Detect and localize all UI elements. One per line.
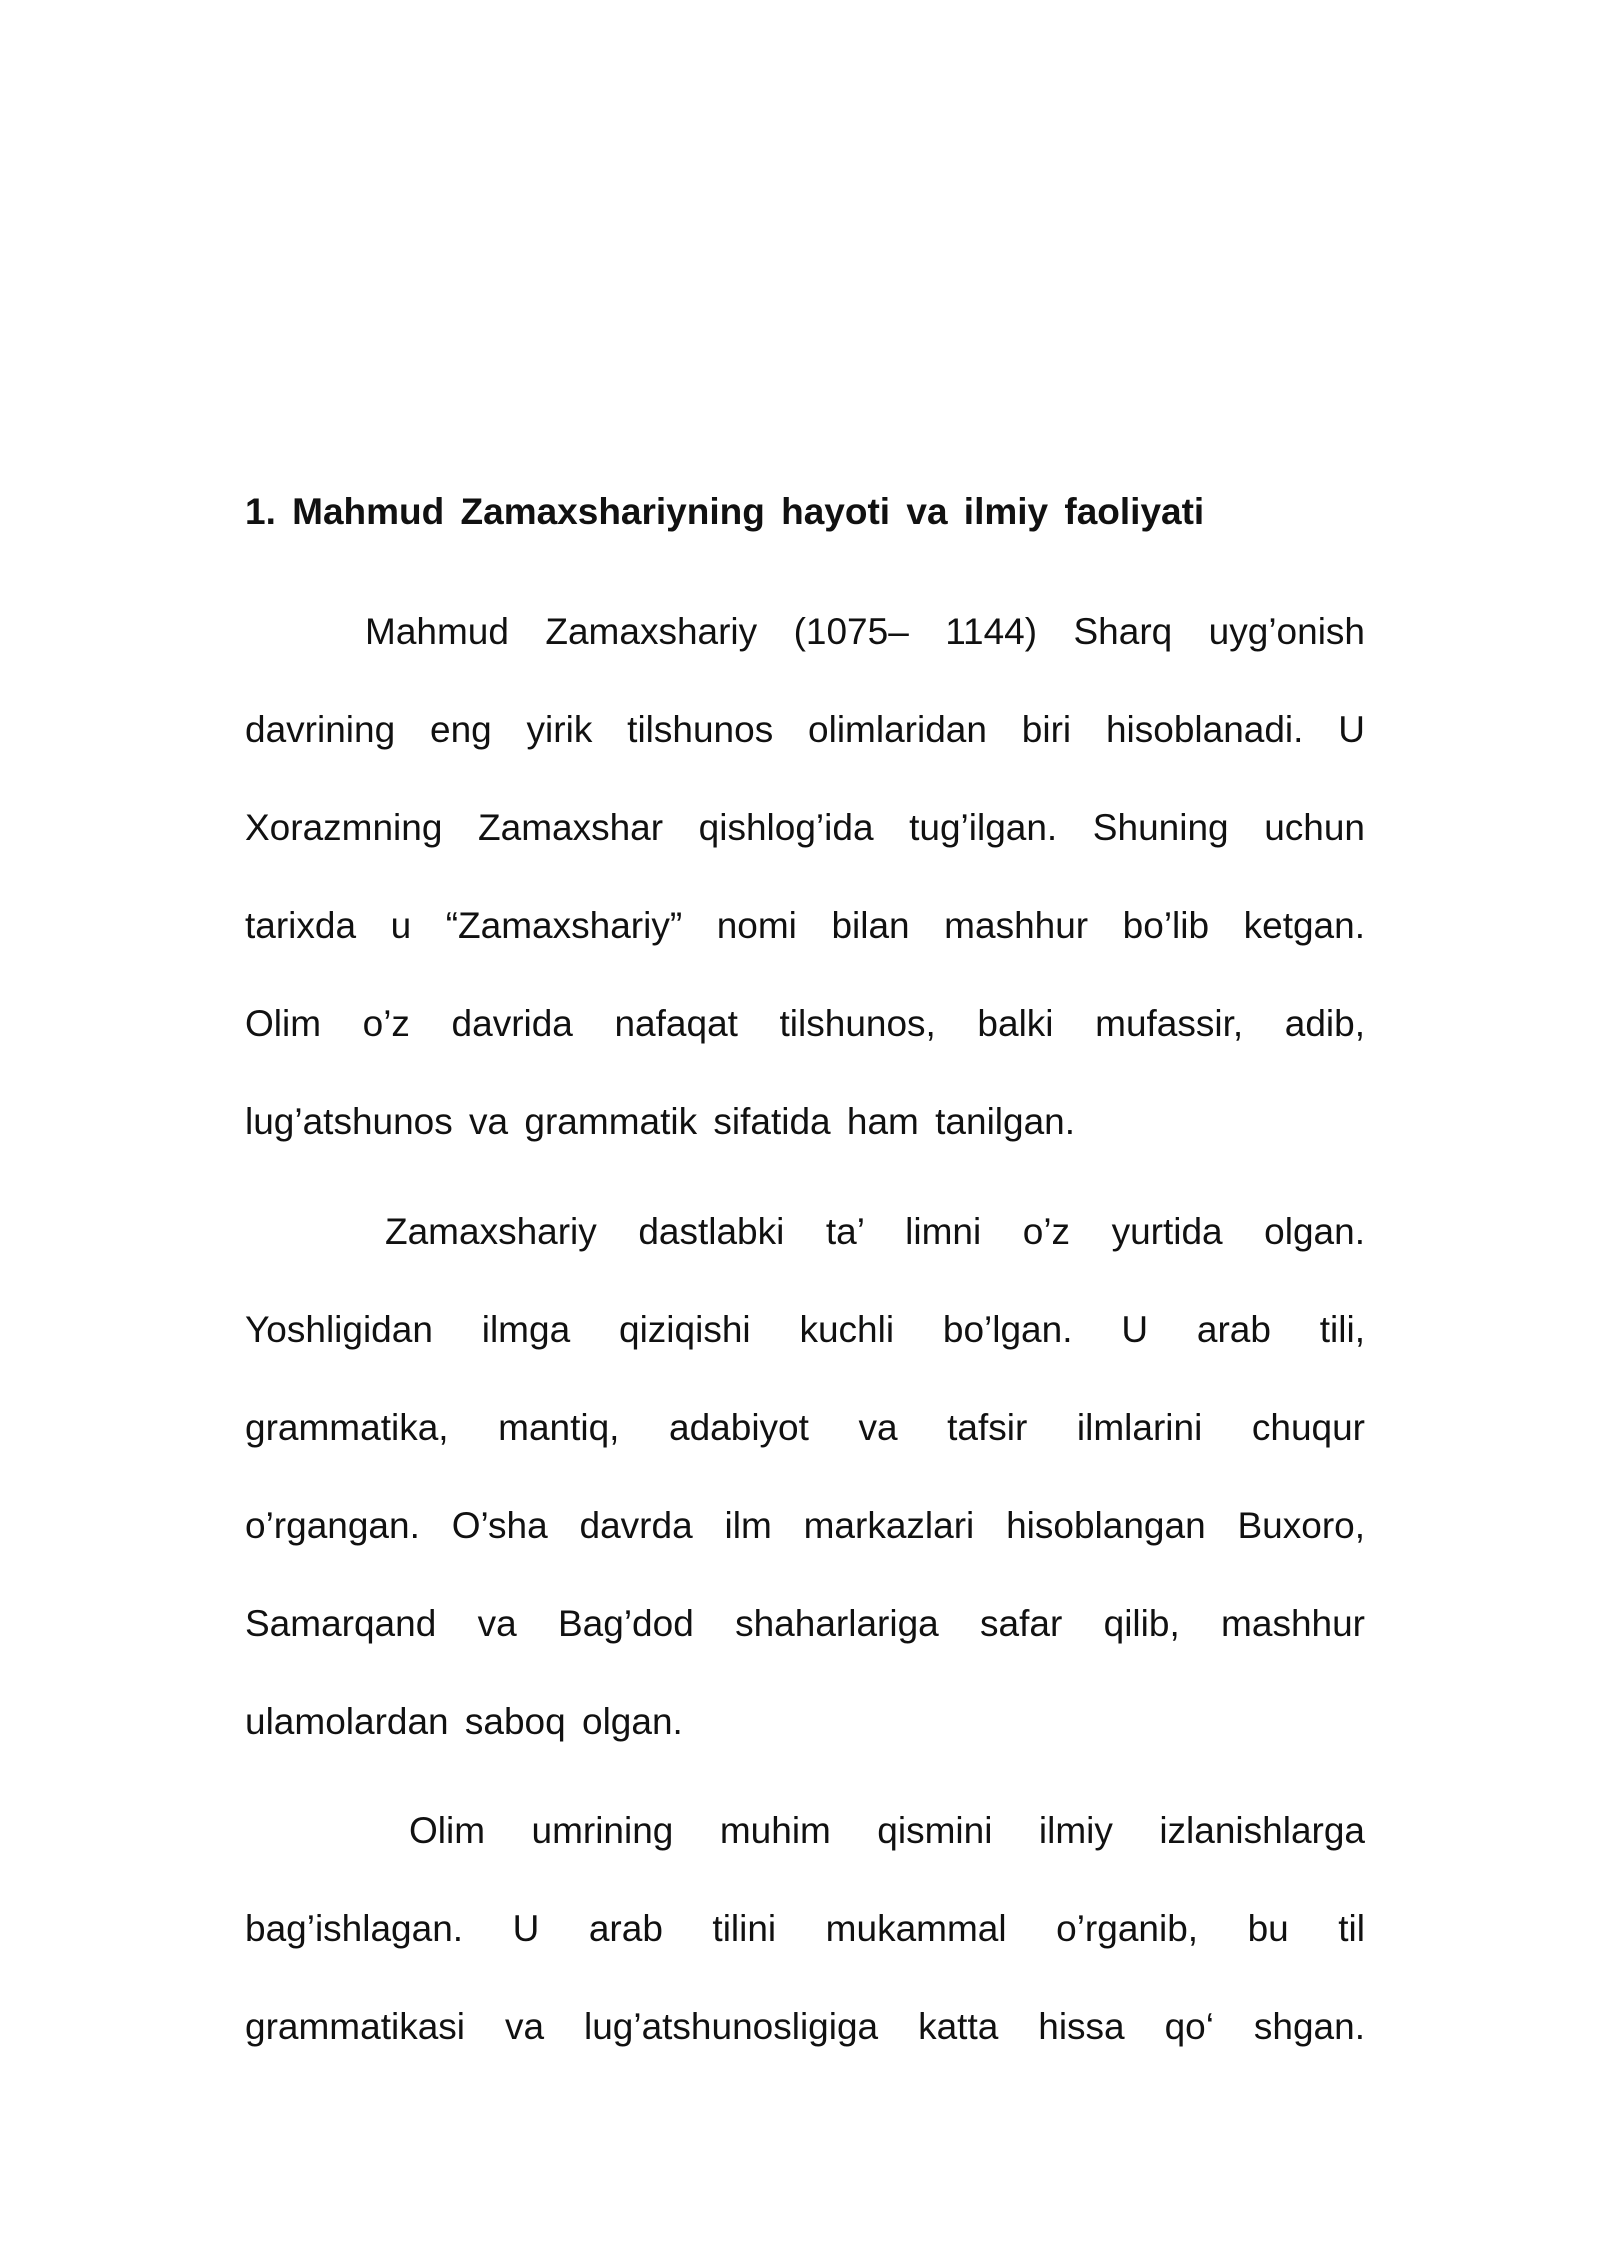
paragraph-line: davrining eng yirik tilshunos olimlaridan biri hisoblanadi. U: [245, 709, 1365, 750]
paragraph-line: Zamaxshariy dastlabki ta’ limni o’z yurtida olgan.: [385, 1211, 1365, 1252]
paragraph-line: grammatika, mantiq, adabiyot va tafsir ilmlarini chuqur: [245, 1407, 1365, 1448]
paragraph-line: ulamolardan saboq olgan.: [245, 1701, 683, 1742]
paragraph-line: Yoshligidan ilmga qiziqishi kuchli bo’lgan. U arab tili,: [245, 1309, 1365, 1350]
paragraph-line: bag’ishlagan. U arab tilini mukammal o’rganib, bu til: [245, 1908, 1365, 1949]
paragraph-line: lug’atshunos va grammatik sifatida ham tanilgan.: [245, 1101, 1076, 1142]
paragraph-line: Olim umrining muhim qismini ilmiy izlanishlarga: [409, 1810, 1365, 1851]
section-heading: 1. Mahmud Zamaxshariyning hayoti va ilmiy faoliyati: [245, 491, 1205, 532]
paragraph-line: Olim o’z davrida nafaqat tilshunos, balki mufassir, adib,: [245, 1003, 1365, 1044]
paragraph-line: o’rgangan. O’sha davrda ilm markazlari hisoblangan Buxoro,: [245, 1505, 1365, 1546]
paragraph-line: Xorazmning Zamaxshar qishlog’ida tug’ilgan. Shuning uchun: [245, 807, 1365, 848]
paragraph-line: Samarqand va Bag’dod shaharlariga safar qilib, mashhur: [245, 1603, 1365, 1644]
paragraph-2: [245, 1183, 1365, 1771]
paragraph-line: tarixda u “Zamaxshariy” nomi bilan mashhur bo’lib ketgan.: [245, 905, 1365, 946]
paragraph-1: [245, 583, 1365, 1171]
paragraph-line: grammatikasi va lug’atshunosligiga katta hissa qo‘ shgan.: [245, 2006, 1365, 2047]
paragraph-line: Mahmud Zamaxshariy (1075– 1144) Sharq uyg’onish: [365, 611, 1365, 652]
paragraph-3: [245, 1782, 1365, 2076]
